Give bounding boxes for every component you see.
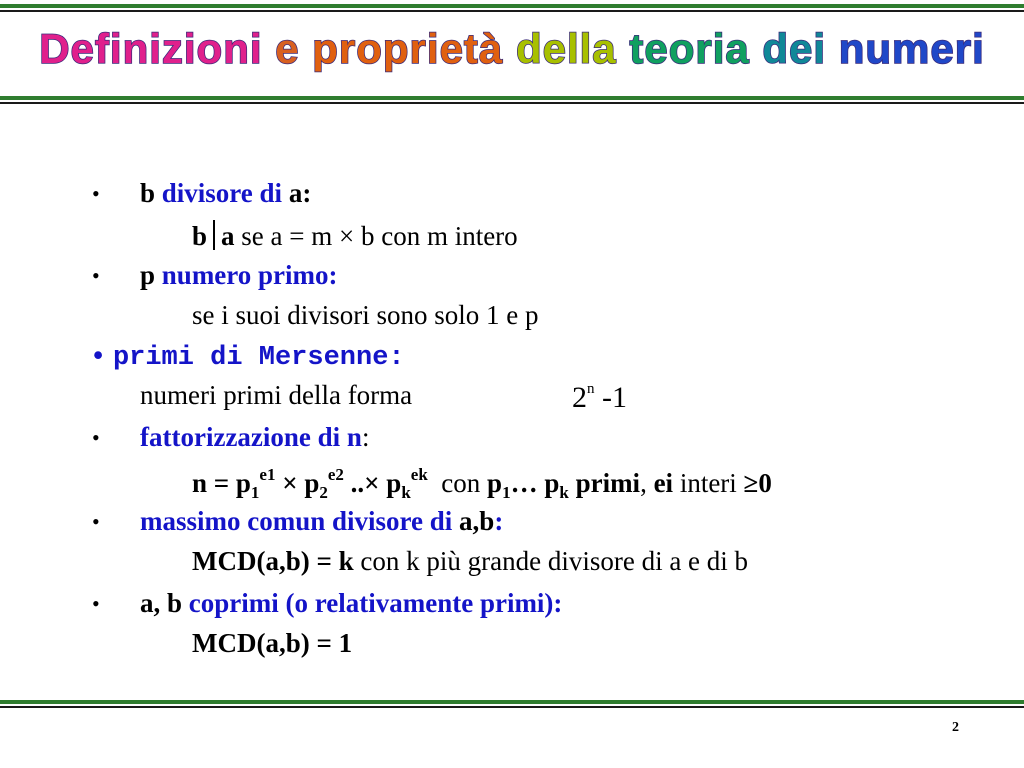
formula-base: 2 [572, 381, 587, 414]
var-a: a [221, 221, 235, 251]
title-word: della [515, 25, 617, 72]
var-b: , b [153, 588, 183, 618]
bullet: • [90, 343, 107, 373]
bullet: • [92, 425, 100, 450]
factor-subscript: 1 [250, 483, 260, 502]
coprime-heading [140, 590, 562, 617]
title-word: Definizioni [39, 25, 263, 72]
footer-rule [0, 700, 1024, 708]
divides-bar [213, 220, 215, 250]
divisor-heading [140, 180, 311, 207]
factor-exponent: e1 [259, 465, 276, 484]
divisor-label: divisore di [161, 178, 283, 208]
divisor-def-text: se a = m × b con m intero [241, 221, 518, 251]
colon: : [494, 506, 504, 536]
var-ab: a,b [459, 506, 495, 536]
prime-heading [140, 262, 338, 289]
factor-subscript: k [559, 483, 569, 502]
gcd-heading [140, 508, 503, 535]
title-word: dei [762, 25, 827, 72]
factor-term: ..× p [343, 468, 402, 498]
coprime-formula: MCD(a,b) = 1 [192, 628, 353, 658]
factor-text: con [441, 468, 481, 498]
prime-label: numero primo: [161, 260, 338, 290]
var-b: b [140, 178, 156, 208]
factor-label: fattorizzazione di n [140, 422, 362, 452]
formula-exponent: n [587, 381, 595, 397]
factor-heading [140, 424, 369, 451]
bullet: • [92, 591, 100, 616]
bullet: • [92, 263, 100, 288]
gcd-label: massimo comun divisore di [140, 506, 453, 536]
factor-subscript: k [401, 483, 411, 502]
mersenne-heading [90, 342, 405, 372]
title-word: proprietà [312, 25, 504, 72]
bullet: • [92, 509, 100, 534]
gcd-def-text: con k più grande divisore di a e di b [360, 546, 749, 576]
mersenne-label: primi di Mersenne: [112, 343, 405, 373]
gcd-definition [192, 548, 748, 575]
var-p: p [140, 260, 156, 290]
factor-text: , [640, 468, 647, 498]
divisor-definition [192, 220, 518, 250]
gcd-formula: MCD(a,b) = k [192, 546, 354, 576]
factor-text: interi [679, 468, 737, 498]
var-a: a [140, 588, 154, 618]
bullet: • [92, 181, 100, 206]
factor-term: n = p [192, 468, 251, 498]
factor-exponent: ek [410, 465, 428, 484]
title-underline-rule [0, 96, 1024, 104]
factor-subscript: 2 [319, 483, 328, 502]
prime-definition: se i suoi divisori sono solo 1 e p [192, 300, 539, 330]
factor-formula [192, 466, 772, 501]
top-border-rule [0, 4, 1024, 12]
factor-term: ≥0 [743, 468, 772, 498]
coprime-label: coprimi (o relativamente primi): [188, 588, 563, 618]
factor-exponent: e2 [327, 465, 344, 484]
formula-tail: -1 [602, 381, 627, 414]
factor-subscript: 1 [502, 483, 511, 502]
factor-term: ei [653, 468, 674, 498]
slide-title [0, 25, 1024, 72]
page-number: 2 [952, 720, 959, 735]
mersenne-definition: numeri primi della forma [140, 380, 413, 410]
factor-term: primi [575, 468, 641, 498]
factor-term: p [487, 468, 503, 498]
title-word: teoria [629, 25, 750, 72]
factor-term: … p [510, 468, 560, 498]
colon: : [361, 422, 370, 452]
title-word: numeri [838, 25, 985, 72]
coprime-definition [192, 630, 352, 657]
var-a: a: [288, 178, 312, 208]
factor-term: × p [275, 468, 320, 498]
mersenne-formula [572, 382, 627, 413]
var-b: b [192, 221, 208, 251]
title-word: e [275, 25, 300, 72]
